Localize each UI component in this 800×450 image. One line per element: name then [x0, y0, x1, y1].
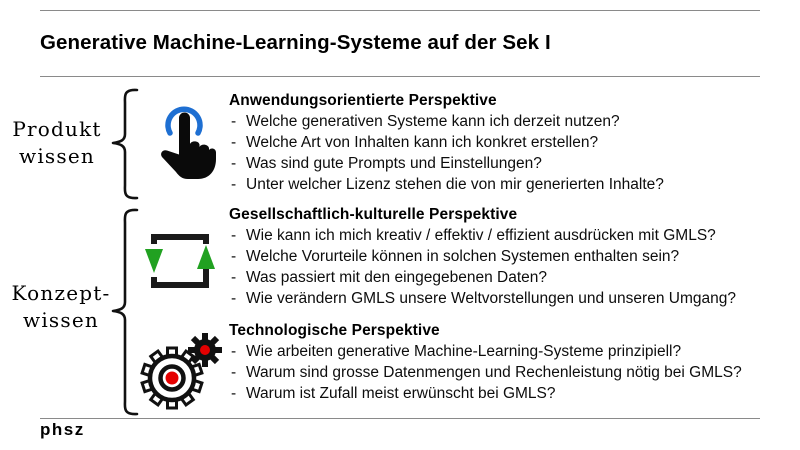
- dash-marker: -: [231, 134, 237, 151]
- dash-marker: -: [231, 385, 237, 402]
- dash-marker: -: [231, 248, 237, 265]
- cycle-icon: [138, 227, 220, 295]
- page-title: Generative Machine-Learning-Systeme auf der Sek I: [40, 30, 551, 54]
- brace-produktwissen: [106, 86, 142, 202]
- list-item: - Welche Art von Inhalten kann ich konkret erstellen?: [231, 134, 599, 151]
- section-heading: Anwendungsorientierte Perspektive: [229, 92, 497, 109]
- dash-marker: -: [231, 155, 237, 172]
- dash-marker: -: [231, 343, 237, 360]
- question-list: [229, 341, 794, 404]
- list-item: - Was sind gute Prompts und Einstellungen?: [231, 155, 542, 172]
- list-item: - Wie verändern GMLS unsere Weltvorstellungen und unseren Umgang?: [231, 290, 736, 307]
- top-rule: [40, 10, 760, 11]
- section-technologisch: [229, 320, 794, 404]
- list-item: - Welche Vorurteile können in solchen Systemen enthalten sein?: [231, 248, 680, 265]
- phsz-logo: phsz: [40, 420, 85, 439]
- section-gesellschaftlich: [229, 204, 794, 309]
- section-heading: Gesellschaftlich-kulturelle Perspektive: [229, 206, 518, 223]
- list-item: - Wie arbeiten generative Machine-Learning-Systeme prinzipiell?: [231, 343, 682, 360]
- list-item: - Was passiert mit den eingegebenen Daten?: [231, 269, 548, 286]
- label-line: Produkt: [12, 117, 102, 141]
- title-rule: [40, 76, 760, 77]
- dash-marker: -: [231, 364, 237, 381]
- label-line: Konzept-: [11, 281, 111, 305]
- list-item: - Warum sind grosse Datenmengen und Rechenleistung nötig bei GMLS?: [231, 364, 742, 381]
- question-list: [229, 111, 794, 195]
- dash-marker: -: [231, 227, 237, 244]
- list-item: - Unter welcher Lizenz stehen die von mir generierten Inhalte?: [231, 176, 664, 193]
- label-line: wissen: [23, 308, 99, 332]
- footer-rule: [40, 418, 760, 419]
- list-item: - Warum ist Zufall meist erwünscht bei GMLS?: [231, 385, 556, 402]
- big-gear: [142, 348, 202, 408]
- dash-marker: -: [231, 269, 237, 286]
- label-line: wissen: [19, 144, 95, 168]
- section-heading: Technologische Perspektive: [229, 322, 440, 339]
- tap-icon: [146, 97, 222, 189]
- dash-marker: -: [231, 290, 237, 307]
- small-gear: [188, 333, 222, 367]
- label-produktwissen: [4, 116, 110, 170]
- label-konzeptwissen: [2, 280, 120, 334]
- list-item: - Wie kann ich mich kreativ / effektiv / effizient ausdrücken mit GMLS?: [231, 227, 716, 244]
- section-anwendungsorientiert: [229, 90, 794, 195]
- question-list: [229, 225, 794, 309]
- dash-marker: -: [231, 113, 237, 130]
- dash-marker: -: [231, 176, 237, 193]
- list-item: - Welche generativen Systeme kann ich derzeit nutzen?: [231, 113, 620, 130]
- gears-icon: [132, 330, 224, 412]
